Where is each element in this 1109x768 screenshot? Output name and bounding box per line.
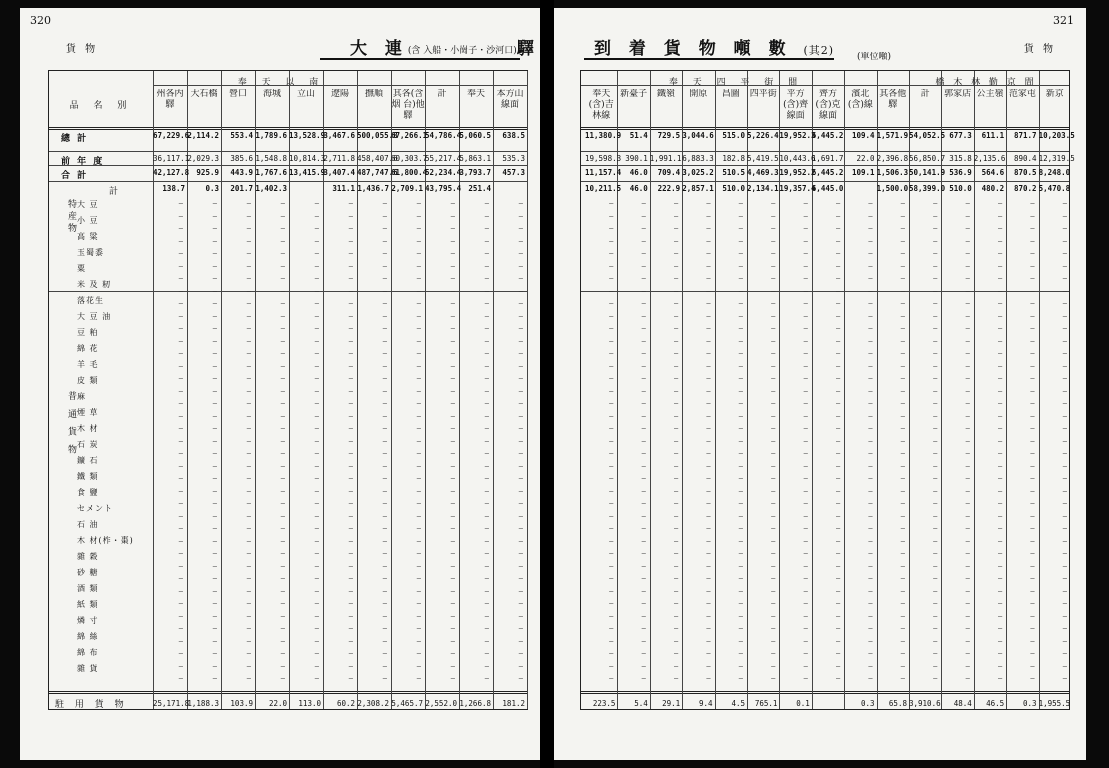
cell-value: 10,814.3	[289, 154, 326, 163]
dash-column: — — — — — — — — — — — — — — — — — — — — — — — — — — — — — — — — — — — — — — —	[450, 199, 455, 682]
footer-value: 3,910.6	[909, 699, 941, 708]
cell-value: 871.7	[1014, 131, 1037, 140]
section-label-specialty: 特産物	[66, 199, 76, 235]
group-header-1: 奉 天 四 平 街 間	[668, 78, 804, 88]
item-label: 米 及 籾	[77, 280, 112, 289]
cell-value: 58,399.0	[909, 184, 946, 193]
footer-value: 1,188.3	[187, 699, 219, 708]
cell-value: 1,789.6	[255, 131, 287, 140]
column-header: 開原	[689, 89, 708, 99]
item-label: セメント	[77, 504, 113, 513]
cell-value: 1,991.1	[649, 154, 682, 163]
cell-value: 3,044.6	[682, 131, 714, 140]
dash-column: — — — — — — — — — — — — — — — — — — — — — — — — — — — — — — — — — — — — — — —	[965, 199, 970, 682]
item-label: 石 炭	[77, 440, 99, 449]
page-number: 320	[30, 14, 51, 27]
column-header: 營口	[228, 89, 247, 99]
cell-value: 1,500.0	[876, 184, 909, 193]
section-label-general: 普 通 貨 物	[66, 391, 76, 457]
cell-value: 109.4	[852, 131, 875, 140]
dash-column: — — — — — — — — — — — — — — — — — — — — — — — — — — — — — — — — — — — — — — —	[609, 199, 614, 682]
item-label: 豆 粕	[77, 328, 99, 337]
dash-column: — — — — — — — — — — — — — — — — — — — — — — — — — — — — — — — — — — — — — — —	[900, 199, 905, 682]
cell-value: 638.5	[502, 131, 525, 140]
dash-column: — — — — — — — — — — — — — — — — — — — — — — — — — — — — — — — — — — — — — — —	[1030, 199, 1035, 682]
footer-label: 駐 用 貨 物	[55, 700, 128, 710]
cell-value: 19,952.2	[779, 168, 816, 177]
left-page	[20, 8, 540, 760]
table-right	[580, 70, 1075, 710]
cell-value: 201.7	[230, 184, 253, 193]
item-label: 鑛 石	[77, 456, 99, 465]
group-header: 奉 天 以 南	[237, 78, 325, 88]
footer-value: 181.2	[502, 699, 525, 708]
footer-value: 223.5	[592, 699, 616, 708]
title-paren: (其2)	[803, 44, 835, 57]
cell-value: 61,800.4	[391, 168, 428, 177]
cell-value: 109.1	[852, 168, 875, 177]
running-head: 貨 物	[1023, 44, 1056, 55]
item-label: 木 材(柞・棗)	[77, 536, 134, 545]
column-header: 海城	[262, 89, 281, 99]
unit-note: (單位噸)	[856, 52, 892, 62]
page-number: 321	[1053, 14, 1074, 27]
cell-value: 11,380.9	[585, 131, 622, 140]
item-label: 食 鹽	[77, 488, 99, 497]
cell-value: 2,135.6	[973, 154, 1006, 163]
dash-column: — — — — — — — — — — — — — — — — — — — — — — — — — — — — — — — — — — — — — — —	[314, 199, 319, 682]
column-header: 遼陽	[330, 89, 349, 99]
cell-value: 458,407.6	[357, 154, 398, 163]
cell-value: 52,234.4	[425, 168, 462, 177]
dash-column: — — — — — — — — — — — — — — — — — — — — — — — — — — — — — — — — — — — — — — —	[416, 199, 421, 682]
item-label: 酒 類	[77, 584, 99, 593]
footer-value: 5,465.7	[391, 699, 423, 708]
footer-value: 0.3	[861, 699, 875, 708]
column-header: 奉天(含)吉林線	[588, 89, 614, 121]
cell-value: 22.0	[856, 154, 875, 163]
row-label: 總 計	[61, 134, 89, 144]
cell-value: 19,952.3	[779, 131, 816, 140]
column-header: 昌圖	[721, 89, 740, 99]
footer-value: 103.9	[230, 699, 253, 708]
column-header: 大石橋	[190, 89, 218, 99]
cell-value: 13,528.9	[289, 131, 326, 140]
footer-value: 1,266.8	[459, 699, 491, 708]
cell-value: 50,141.9	[909, 168, 946, 177]
dash-column: — — — — — — — — — — — — — — — — — — — — — — — — — — — — — — — — — — — — — — —	[348, 199, 353, 682]
right-page	[554, 8, 1086, 760]
cell-value: 1,548.8	[255, 154, 287, 163]
footer-value: 765.1	[754, 699, 778, 708]
cell-value: 564.6	[981, 168, 1005, 177]
dash-column: — — — — — — — — — — — — — — — — — — — — — — — — — — — — — — — — — — — — — — —	[518, 199, 523, 682]
cell-value: 46.0	[629, 184, 648, 193]
item-label: 皮 類	[77, 376, 99, 385]
cell-value: 6,445.0	[811, 184, 844, 193]
column-header: 新京	[1045, 89, 1064, 99]
cell-value: 251.4	[468, 184, 491, 193]
cell-value: 311.1	[332, 184, 355, 193]
footer-value: 9.4	[699, 699, 713, 708]
dash-column: — — — — — — — — — — — — — — — — — — — — — — — — — — — — — — — — — — — — — — —	[997, 199, 1003, 682]
cell-value: 500,055.8	[357, 131, 398, 140]
cell-value: 43,795.4	[425, 184, 462, 193]
item-label: 燐 寸	[77, 616, 99, 625]
dash-column: — — — — — — — — — — — — — — — — — — — — — — — — — — — — — — — — — — — — — — —	[803, 199, 808, 682]
column-header: 齊方(含)克線面	[815, 89, 841, 121]
page-title	[594, 34, 834, 59]
cell-value: 46.0	[629, 168, 648, 177]
dash-column: — — — — — — — — — — — — — — — — — — — — — — — — — — — — — — — — — — — — — — —	[706, 199, 711, 682]
dash-column: — — — — — — — — — — — — — — — — — — — — — — — — — — — — — — — — — — — — — — —	[673, 199, 679, 682]
cell-value: 5,470.8	[1038, 184, 1071, 193]
title-text: 到 着 貨 物 噸 數	[594, 39, 792, 59]
cell-value: 6,883.3	[682, 154, 714, 163]
cell-value: 1,506.3	[876, 168, 909, 177]
column-header: 其各他驛	[879, 89, 907, 110]
cell-value: 315.8	[949, 154, 972, 163]
column-header: 新臺子	[620, 89, 648, 99]
item-label: 石 油	[77, 520, 99, 529]
cell-value: 870.2	[1014, 184, 1037, 193]
item-label: 紙 類	[77, 600, 99, 609]
cell-value: 4,469.3	[747, 168, 779, 177]
item-label: 玉蜀黍	[77, 248, 104, 257]
footer-value: 46.5	[986, 699, 1005, 708]
dash-column: — — — — — — — — — — — — — — — — — — — — — — — — — — — — — — — — — — — — — — —	[868, 199, 873, 682]
footer-value: 4.5	[731, 699, 745, 708]
item-label: 綿 布	[77, 648, 99, 657]
footer-value: 2,552.0	[425, 699, 457, 708]
cell-value: 536.9	[949, 168, 972, 177]
cell-value: 1,436.7	[357, 184, 389, 193]
cell-value: 19,598.3	[585, 154, 622, 163]
cell-value: 385.6	[230, 154, 253, 163]
cell-value: 5,419.5	[747, 154, 779, 163]
cell-value: 13,415.9	[289, 168, 326, 177]
footer-value: 48.4	[953, 699, 972, 708]
cell-value: 457.3	[502, 168, 525, 177]
cell-value: 5,863.1	[459, 154, 491, 163]
cell-value: 510.5	[722, 168, 745, 177]
item-label: 大 豆	[77, 200, 99, 209]
dash-column: — — — — — — — — — — — — — — — — — — — — — — — — — — — — — — — — — — — — — — —	[246, 199, 251, 682]
cell-value: 870.5	[1014, 168, 1037, 177]
footer-value: 65.8	[888, 699, 907, 708]
dash-column: — — — — — — — — — — — — — — — — — — — — — — — — — — — — — — — — — — — — — — —	[641, 199, 646, 682]
item-label: 綿 絲	[77, 632, 99, 641]
cell-value: 510.0	[949, 184, 972, 193]
book-gutter	[540, 0, 554, 768]
cell-value: 6,445.2	[811, 168, 844, 177]
cell-value: 8,248.0	[1038, 168, 1071, 177]
item-label: 大 豆 油	[77, 312, 112, 321]
cell-value: 2,114.2	[187, 131, 219, 140]
item-label: 羊 毛	[77, 360, 99, 369]
item-label: 小 豆	[77, 216, 99, 225]
table-left	[48, 70, 528, 710]
column-header: 奉天	[466, 89, 485, 99]
item-column-header: 品 名 別	[69, 101, 133, 111]
cell-value: 12,319.5	[1038, 154, 1075, 163]
column-header: 計	[437, 89, 447, 99]
column-header: 立山	[296, 89, 315, 99]
column-header: 四平街	[749, 89, 777, 99]
cell-value: 3,793.7	[459, 168, 491, 177]
item-label: 粟	[77, 264, 86, 273]
cell-value: 2,711.8	[323, 154, 355, 163]
column-header: 鐵嶺	[656, 89, 675, 99]
footer-value: 1,955.5	[1038, 699, 1071, 708]
cell-value: 553.4	[230, 131, 253, 140]
cell-value: 925.9	[196, 168, 219, 177]
cell-value: 390.1	[625, 154, 648, 163]
title-rule	[320, 58, 520, 60]
cell-value: 6,445.2	[811, 131, 844, 140]
cell-value: 0.3	[205, 184, 219, 193]
page-title	[350, 34, 540, 59]
cell-value: 5,060.5	[459, 131, 491, 140]
dash-column: — — — — — — — — — — — — — — — — — — — — — — — — — — — — — — — — — — — — — — —	[212, 199, 217, 682]
cell-value: 67,229.6	[153, 131, 190, 140]
cell-value: 10,443.6	[779, 154, 816, 163]
footer-value: 0.1	[796, 699, 810, 708]
dash-column: — — — — — — — — — — — — — — — — — — — — — — — — — — — — — — — — — — — — — — —	[835, 199, 841, 682]
title-suffix: 驛	[516, 39, 540, 59]
cell-value: 2,857.1	[682, 184, 714, 193]
cell-value: 3,025.2	[682, 168, 714, 177]
cell-value: 19,357.4	[779, 184, 816, 193]
footer-value: 25,171.8	[153, 699, 190, 708]
column-rule	[527, 71, 528, 709]
cell-value: 1,767.6	[255, 168, 287, 177]
dash-column: — — — — — — — — — — — — — — — — — — — — — — — — — — — — — — — — — — — — — — —	[933, 199, 938, 682]
cell-value: 138.7	[162, 184, 185, 193]
cell-value: 487,747.6	[357, 168, 398, 177]
cell-value: 443.9	[230, 168, 253, 177]
footer-value: 22.0	[268, 699, 287, 708]
dash-column: — — — — — — — — — — — — — — — — — — — — — — — — — — — — — — — — — — — — — — —	[382, 199, 387, 682]
cell-value: 515.0	[722, 131, 745, 140]
column-header: 撫順	[364, 89, 383, 99]
title-station: 大 連	[350, 39, 408, 59]
item-label: 砂 糖	[77, 568, 99, 577]
row-label: 合 計	[61, 171, 89, 181]
cell-value: 709.4	[657, 168, 681, 177]
cell-value: 54,786.4	[425, 131, 462, 140]
footer-value: 113.0	[298, 699, 321, 708]
cell-value: 890.4	[1014, 154, 1037, 163]
footer-value: 29.1	[662, 699, 681, 708]
cell-value: 2,709.1	[391, 184, 423, 193]
footer-value: 5.4	[634, 699, 648, 708]
title-paren: (含 入船・小崗子・沙河口)	[407, 46, 517, 56]
cell-value: 729.5	[657, 131, 681, 140]
cell-value: 60,303.7	[391, 154, 428, 163]
item-label: 麻	[77, 392, 86, 401]
cell-value: 42,127.8	[153, 168, 190, 177]
cell-value: 510.0	[722, 184, 745, 193]
row-label: 前 年 度	[61, 157, 105, 167]
item-label: 高 粱	[77, 232, 99, 241]
cell-value: 677.3	[949, 131, 972, 140]
cell-value: 2,396.8	[876, 154, 909, 163]
title-rule	[584, 58, 834, 60]
cell-value: 182.8	[722, 154, 745, 163]
column-header: 范家屯	[1008, 89, 1036, 99]
cell-value: 51.4	[629, 131, 648, 140]
column-header: 計	[920, 89, 930, 99]
group-header-2: 橋 木 林 勤 京 間	[935, 78, 1037, 88]
cell-value: 2,029.3	[187, 154, 219, 163]
cell-value: 3,407.4	[323, 168, 355, 177]
cell-value: 222.9	[657, 184, 681, 193]
cell-value: 54,052.5	[909, 131, 946, 140]
cell-value: 10,211.5	[585, 184, 622, 193]
column-header: 本方山線面	[496, 89, 524, 110]
footer-value: 0.3	[1023, 699, 1037, 708]
cell-value: 1,691.7	[811, 154, 844, 163]
dash-column: — — — — — — — — — — — — — — — — — — — — — — — — — — — — — — — — — — — — — — —	[1062, 199, 1067, 682]
cell-value: 36,117.1	[153, 154, 190, 163]
cell-value: 11,157.4	[585, 168, 622, 177]
item-label: 雜 穀	[77, 552, 99, 561]
dash-column: — — — — — — — — — — — — — — — — — — — — — — — — — — — — — — — — — — — — — — —	[178, 199, 183, 682]
item-label: 鐵 類	[77, 472, 99, 481]
item-label: 綿 花	[77, 344, 99, 353]
dash-column: — — — — — — — — — — — — — — — — — — — — — — — — — — — — — — — — — — — — — — —	[484, 199, 489, 682]
cell-value: 611.1	[981, 131, 1005, 140]
item-label: 雜 貨	[77, 664, 99, 673]
column-header: 州各内驛	[156, 89, 184, 110]
cell-value: 5,226.4	[747, 131, 779, 140]
dash-column: — — — — — — — — — — — — — — — — — — — — — — — — — — — — — — — — — — — — — — —	[738, 199, 743, 682]
cell-value: 1,402.3	[255, 184, 287, 193]
footer-value: 60.2	[336, 699, 355, 708]
column-header: 郭家店	[944, 89, 972, 99]
footer-value: 2,308.2	[357, 699, 389, 708]
cell-value: 10,203.5	[1038, 131, 1075, 140]
item-label: 木 材	[77, 424, 99, 433]
running-head: 貨 物	[66, 44, 99, 55]
cell-value: 3,467.6	[323, 131, 355, 140]
item-label: 煙 草	[77, 408, 99, 417]
column-header: 濱北(含)線	[847, 89, 873, 110]
cell-value: 56,850.7	[909, 154, 946, 163]
column-header: 其各(含 烟 台)他驛	[391, 89, 425, 121]
cell-value: 67,266.1	[391, 131, 428, 140]
column-header: 平方(含)齊線面	[783, 89, 809, 121]
dash-column: — — — — — — — — — — — — — — — — — — — — — — — — — — — — — — — — — — — — — — —	[280, 199, 285, 682]
cell-value: 2,134.1	[747, 184, 779, 193]
dash-column: — — — — — — — — — — — — — — — — — — — — — — — — — — — — — — — — — — — — — — —	[771, 199, 776, 682]
cell-value: 535.3	[502, 154, 525, 163]
item-label: 落花生	[77, 296, 104, 305]
cell-value: 480.2	[981, 184, 1005, 193]
cell-value: 1,571.9	[876, 131, 909, 140]
row-label: 計	[109, 187, 121, 197]
cell-value: 55,217.4	[425, 154, 462, 163]
column-header: 公主嶺	[976, 89, 1004, 99]
